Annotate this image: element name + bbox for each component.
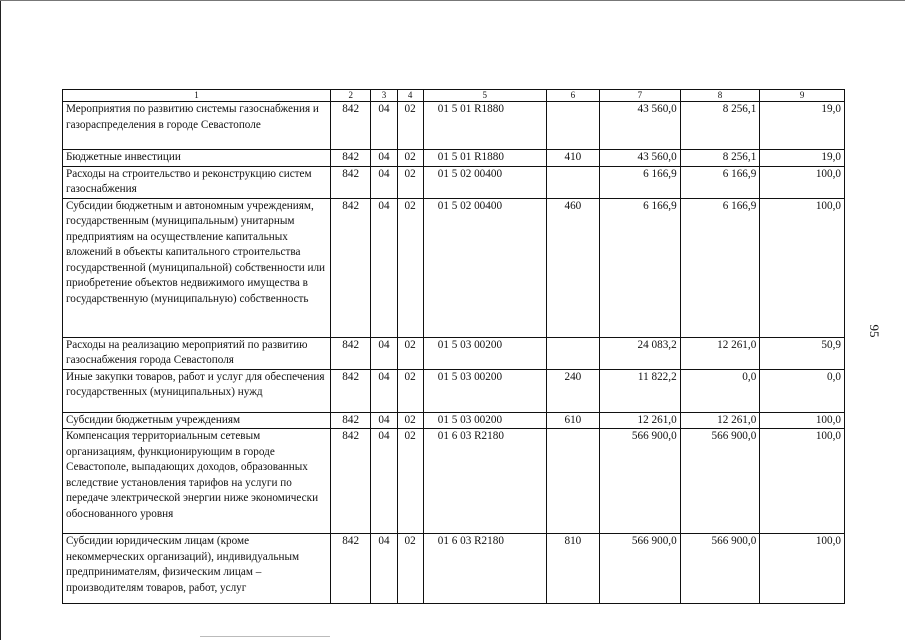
row-value-7: 43 560,0 bbox=[600, 102, 681, 150]
row-value-7: 12 261,0 bbox=[600, 412, 681, 429]
row-pr: 02 bbox=[397, 166, 423, 198]
row-value-9: 19,0 bbox=[760, 102, 845, 150]
table-row bbox=[63, 198, 845, 337]
row-grbs: 842 bbox=[331, 102, 371, 150]
row-value-9: 0,0 bbox=[760, 369, 845, 412]
table-row bbox=[63, 534, 845, 604]
row-rz: 04 bbox=[371, 337, 397, 369]
row-value-9: 100,0 bbox=[760, 412, 845, 429]
row-value-8: 12 261,0 bbox=[680, 412, 760, 429]
row-name: Компенсация территориальным сетевым организациям, функционирующим в городе Севастополе, выпадающих доходов, образованных вследствие установления тарифов на услуги по передаче электрической энергии ниже экономически обоснованного уровня bbox=[63, 429, 331, 534]
row-target-code: 01 5 01 R1880 bbox=[423, 150, 546, 167]
row-expense-type: 810 bbox=[546, 534, 599, 604]
row-value-8: 12 261,0 bbox=[680, 337, 760, 369]
table-row bbox=[63, 412, 845, 429]
column-header-6: 6 bbox=[546, 90, 599, 102]
scan-artifact-line bbox=[200, 636, 330, 637]
row-value-7: 24 083,2 bbox=[600, 337, 681, 369]
row-pr: 02 bbox=[397, 429, 423, 534]
row-value-8: 8 256,1 bbox=[680, 102, 760, 150]
row-name: Иные закупки товаров, работ и услуг для обеспечения государственных (муниципальных) нужд bbox=[63, 369, 331, 412]
row-expense-type bbox=[546, 166, 599, 198]
row-target-code: 01 6 03 R2180 bbox=[423, 534, 546, 604]
row-value-7: 6 166,9 bbox=[600, 166, 681, 198]
row-name: Субсидии бюджетным учреждениям bbox=[63, 412, 331, 429]
row-value-8: 6 166,9 bbox=[680, 166, 760, 198]
row-pr: 02 bbox=[397, 412, 423, 429]
row-value-8: 566 900,0 bbox=[680, 534, 760, 604]
page-number: 95 bbox=[867, 324, 882, 338]
row-target-code: 01 5 03 00200 bbox=[423, 369, 546, 412]
row-target-code: 01 5 03 00200 bbox=[423, 337, 546, 369]
row-value-9: 100,0 bbox=[760, 198, 845, 337]
column-header-5: 5 bbox=[423, 90, 546, 102]
row-grbs: 842 bbox=[331, 534, 371, 604]
row-expense-type bbox=[546, 429, 599, 534]
row-expense-type: 610 bbox=[546, 412, 599, 429]
table-row bbox=[63, 369, 845, 412]
row-value-7: 43 560,0 bbox=[600, 150, 681, 167]
scan-edge-top bbox=[0, 0, 905, 1]
row-name: Бюджетные инвестиции bbox=[63, 150, 331, 167]
row-value-9: 100,0 bbox=[760, 534, 845, 604]
row-target-code: 01 5 01 R1880 bbox=[423, 102, 546, 150]
row-expense-type bbox=[546, 102, 599, 150]
scan-edge-left bbox=[0, 0, 1, 640]
row-rz: 04 bbox=[371, 102, 397, 150]
row-target-code: 01 5 02 00400 bbox=[423, 166, 546, 198]
row-value-7: 11 822,2 bbox=[600, 369, 681, 412]
row-target-code: 01 5 02 00400 bbox=[423, 198, 546, 337]
row-pr: 02 bbox=[397, 198, 423, 337]
row-rz: 04 bbox=[371, 429, 397, 534]
row-grbs: 842 bbox=[331, 150, 371, 167]
row-grbs: 842 bbox=[331, 429, 371, 534]
row-rz: 04 bbox=[371, 412, 397, 429]
row-rz: 04 bbox=[371, 198, 397, 337]
row-grbs: 842 bbox=[331, 166, 371, 198]
row-target-code: 01 6 03 R2180 bbox=[423, 429, 546, 534]
column-header-row bbox=[63, 90, 845, 102]
row-value-8: 8 256,1 bbox=[680, 150, 760, 167]
row-grbs: 842 bbox=[331, 337, 371, 369]
column-header-7: 7 bbox=[600, 90, 681, 102]
row-value-8: 6 166,9 bbox=[680, 198, 760, 337]
row-target-code: 01 5 03 00200 bbox=[423, 412, 546, 429]
row-name: Расходы на реализацию мероприятий по развитию газоснабжения города Севастополя bbox=[63, 337, 331, 369]
table-row bbox=[63, 337, 845, 369]
row-name: Субсидии бюджетным и автономным учреждениям, государственным (муниципальным) унитарным предприятиям на осуществление капитальных вложений в объекты капитального строительства государственной (муниципальной) собственности или приобретение объектов недвижимого имущества в государственную (муниципальную) собственность bbox=[63, 198, 331, 337]
table-row bbox=[63, 429, 845, 534]
row-value-9: 19,0 bbox=[760, 150, 845, 167]
column-header-2: 2 bbox=[331, 90, 371, 102]
column-header-3: 3 bbox=[371, 90, 397, 102]
row-pr: 02 bbox=[397, 369, 423, 412]
row-pr: 02 bbox=[397, 102, 423, 150]
row-value-7: 566 900,0 bbox=[600, 429, 681, 534]
row-name: Расходы на строительство и реконструкцию систем газоснабжения bbox=[63, 166, 331, 198]
row-name: Субсидии юридическим лицам (кроме некоммерческих организаций), индивидуальным предпринимателям, физическим лицам – производителям товаров, работ, услуг bbox=[63, 534, 331, 604]
row-pr: 02 bbox=[397, 534, 423, 604]
column-header-8: 8 bbox=[680, 90, 760, 102]
column-header-1: 1 bbox=[63, 90, 331, 102]
row-name: Мероприятия по развитию системы газоснабжения и газораспределения в городе Севастополе bbox=[63, 102, 331, 150]
row-value-8: 566 900,0 bbox=[680, 429, 760, 534]
row-value-9: 50,9 bbox=[760, 337, 845, 369]
row-grbs: 842 bbox=[331, 198, 371, 337]
row-grbs: 842 bbox=[331, 412, 371, 429]
row-value-7: 566 900,0 bbox=[600, 534, 681, 604]
row-expense-type bbox=[546, 337, 599, 369]
budget-table bbox=[62, 89, 845, 604]
row-expense-type: 410 bbox=[546, 150, 599, 167]
row-pr: 02 bbox=[397, 150, 423, 167]
row-rz: 04 bbox=[371, 166, 397, 198]
row-expense-type: 460 bbox=[546, 198, 599, 337]
row-pr: 02 bbox=[397, 337, 423, 369]
row-rz: 04 bbox=[371, 150, 397, 167]
row-rz: 04 bbox=[371, 369, 397, 412]
row-value-9: 100,0 bbox=[760, 166, 845, 198]
table-row bbox=[63, 102, 845, 150]
row-rz: 04 bbox=[371, 534, 397, 604]
table-row bbox=[63, 150, 845, 167]
column-header-9: 9 bbox=[760, 90, 845, 102]
row-value-7: 6 166,9 bbox=[600, 198, 681, 337]
column-header-4: 4 bbox=[397, 90, 423, 102]
row-expense-type: 240 bbox=[546, 369, 599, 412]
table-row bbox=[63, 166, 845, 198]
row-grbs: 842 bbox=[331, 369, 371, 412]
row-value-8: 0,0 bbox=[680, 369, 760, 412]
row-value-9: 100,0 bbox=[760, 429, 845, 534]
